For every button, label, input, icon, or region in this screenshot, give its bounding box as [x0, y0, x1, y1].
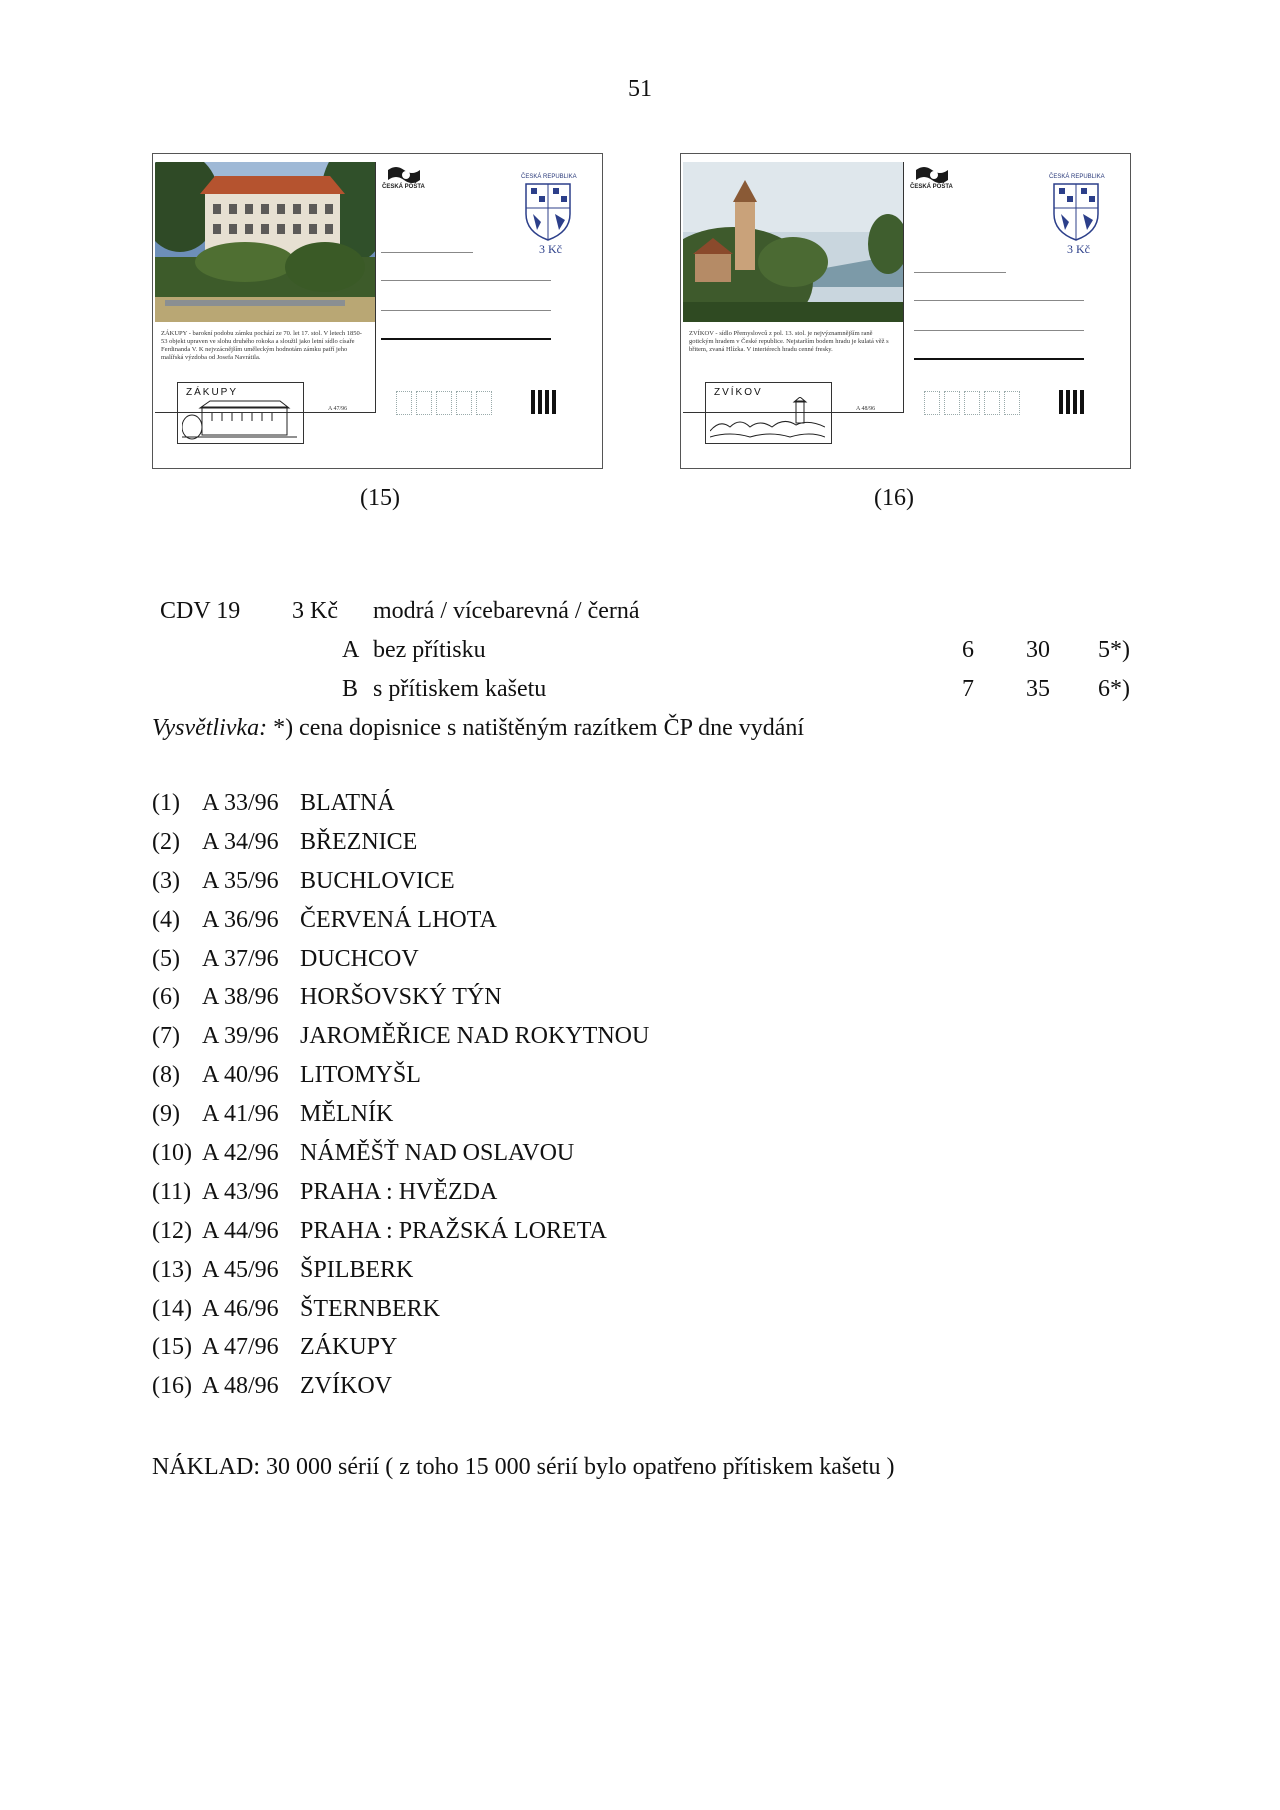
item-code: A 34/96: [202, 828, 279, 855]
item-code: A 45/96: [202, 1256, 279, 1283]
item-name: BUCHLOVICE: [300, 867, 455, 894]
item-code: A 37/96: [202, 945, 279, 972]
cachet-label: ZÁKUPY: [186, 387, 239, 398]
postcard-code: A 48/96: [856, 406, 876, 412]
item-number: (12): [152, 1217, 192, 1244]
item-name: JAROMĚŘICE NAD ROKYTNOU: [300, 1023, 650, 1050]
note-text: *) cena dopisnice s natištěným razítkem ČP dne vydání: [267, 715, 805, 741]
item-code: A 33/96: [202, 790, 279, 816]
item-name: DUCHCOV: [300, 945, 419, 972]
barcode-marks: [531, 390, 556, 414]
variant-price-2: 30: [1026, 637, 1050, 663]
item-name: BLATNÁ: [300, 790, 395, 816]
item-name: ZVÍKOV: [300, 1373, 392, 1400]
item-code: A 48/96: [202, 1373, 279, 1400]
postcard-caption: ZVÍKOV - sídlo Přemyslovců z pol. 13. stol. je nejvýznamnějším raně gotickým hradem v České republice. Nejstarším bodem hradu je kulatá věž s břitem, zvaná Hlízka. V interiérech hradu cenné fresky.: [689, 330, 889, 353]
cachet-castle-icon: [710, 397, 825, 441]
cachet-box: [705, 382, 832, 444]
face-value: 3 Kč: [292, 598, 338, 624]
address-line: [914, 330, 1084, 331]
variant-letter: B: [342, 676, 359, 702]
item-code: A 43/96: [202, 1178, 279, 1205]
postcard-republic-text: ČESKÁ REPUBLIKA: [521, 174, 577, 180]
postcard-zakupy: [152, 153, 603, 469]
cachet-label: ZVÍKOV: [714, 387, 763, 398]
variant-label: s přítiskem kašetu: [373, 676, 547, 702]
address-line: [381, 310, 551, 311]
cachet-box: [177, 382, 304, 444]
note-label: Vysvětlivka:: [152, 715, 268, 741]
postcard-frame: [155, 162, 376, 413]
posthorn-logo-icon: [910, 162, 970, 202]
item-code: A 40/96: [202, 1062, 279, 1089]
coat-of-arms-stamp-icon: [1051, 182, 1101, 242]
postcard-frame: [683, 162, 904, 413]
item-number: (8): [152, 1062, 180, 1089]
variant-letter: A: [342, 637, 360, 663]
address-line: [914, 272, 1006, 273]
page-number: 51: [628, 76, 652, 102]
variant-price-1: 6: [962, 637, 974, 663]
barcode-marks: [1059, 390, 1084, 414]
item-code: A 46/96: [202, 1295, 279, 1322]
explanatory-note: [152, 715, 804, 742]
address-line-bold: [914, 358, 1084, 360]
item-number: (4): [152, 906, 180, 933]
cachet-chateau-icon: [182, 399, 297, 441]
item-name: HORŠOVSKÝ TÝN: [300, 984, 502, 1011]
figure-label-15: (15): [360, 485, 400, 511]
catalog-number: CDV 19: [160, 598, 241, 624]
postcard-zvikov: [680, 153, 1131, 469]
stamp-value: 3 Kč: [539, 242, 562, 256]
figure-label-16: (16): [874, 485, 914, 511]
item-name: ŠTERNBERK: [300, 1295, 441, 1322]
address-line: [381, 280, 551, 281]
postcard-code: A 47/96: [328, 406, 348, 412]
item-name: BŘEZNICE: [300, 828, 418, 855]
variant-price-1: 7: [962, 676, 974, 702]
variant-price-3: 6*): [1098, 676, 1130, 702]
postcard-republic-text: ČESKÁ REPUBLIKA: [1049, 174, 1105, 180]
print-run-note: NÁKLAD: 30 000 sérií ( z toho 15 000 sérií bylo opatřeno přítiskem kašetu ): [152, 1454, 895, 1480]
item-name: LITOMYŠL: [300, 1062, 421, 1089]
item-number: (11): [152, 1178, 192, 1205]
variant-price-2: 35: [1026, 676, 1050, 702]
variant-price-3: 5*): [1098, 637, 1130, 663]
item-name: PRAHA : HVĚZDA: [300, 1178, 498, 1205]
item-name: ŠPILBERK: [300, 1256, 414, 1283]
stamp-value: 3 Kč: [1067, 242, 1090, 256]
item-number: (6): [152, 984, 180, 1011]
item-number: (5): [152, 945, 180, 972]
item-number: (16): [152, 1373, 192, 1400]
item-code: A 41/96: [202, 1101, 279, 1128]
print-colors: modrá / vícebarevná / černá: [373, 598, 640, 624]
item-name: ZÁKUPY: [300, 1334, 398, 1361]
item-number: (3): [152, 867, 180, 894]
item-code: A 38/96: [202, 984, 279, 1011]
item-number: (15): [152, 1334, 192, 1361]
item-number: (7): [152, 1023, 180, 1050]
item-name: PRAHA : PRAŽSKÁ LORETA: [300, 1217, 607, 1244]
item-code: A 39/96: [202, 1023, 279, 1050]
item-name: ČERVENÁ LHOTA: [300, 906, 497, 933]
item-number: (9): [152, 1101, 180, 1128]
posthorn-logo-icon: [382, 162, 442, 202]
address-line: [381, 252, 473, 253]
variant-label: bez přítisku: [373, 637, 486, 663]
coat-of-arms-stamp-icon: [523, 182, 573, 242]
item-name: NÁMĚŠŤ NAD OSLAVOU: [300, 1140, 575, 1167]
postcard-logo-text: ČESKÁ POŠTA: [382, 184, 425, 190]
item-number: (1): [152, 790, 180, 816]
item-code: A 36/96: [202, 906, 279, 933]
item-name: MĚLNÍK: [300, 1101, 394, 1128]
item-code: A 47/96: [202, 1334, 279, 1361]
item-code: A 35/96: [202, 867, 279, 894]
item-code: A 44/96: [202, 1217, 279, 1244]
item-code: A 42/96: [202, 1140, 279, 1167]
postcard-logo-text: ČESKÁ POŠTA: [910, 184, 953, 190]
postcard-caption: ZÁKUPY - barokní podobu zámku pochází ze 70. let 17. stol. V letech 1850-53 objekt upraven ve slohu druhého rokoka a sloužil jako letní sídlo císaře Ferdinanda V. K nejvzácnějším uměleckým hodnotám zámku patří jeho malířská výzdoba od Josefa Navrátila.: [161, 330, 362, 361]
address-line-bold: [381, 338, 551, 340]
postcode-boxes: [396, 391, 492, 415]
item-number: (2): [152, 828, 180, 855]
address-line: [914, 300, 1084, 301]
item-number: (14): [152, 1295, 192, 1322]
item-number: (10): [152, 1140, 192, 1167]
postcode-boxes: [924, 391, 1020, 415]
item-number: (13): [152, 1256, 192, 1283]
